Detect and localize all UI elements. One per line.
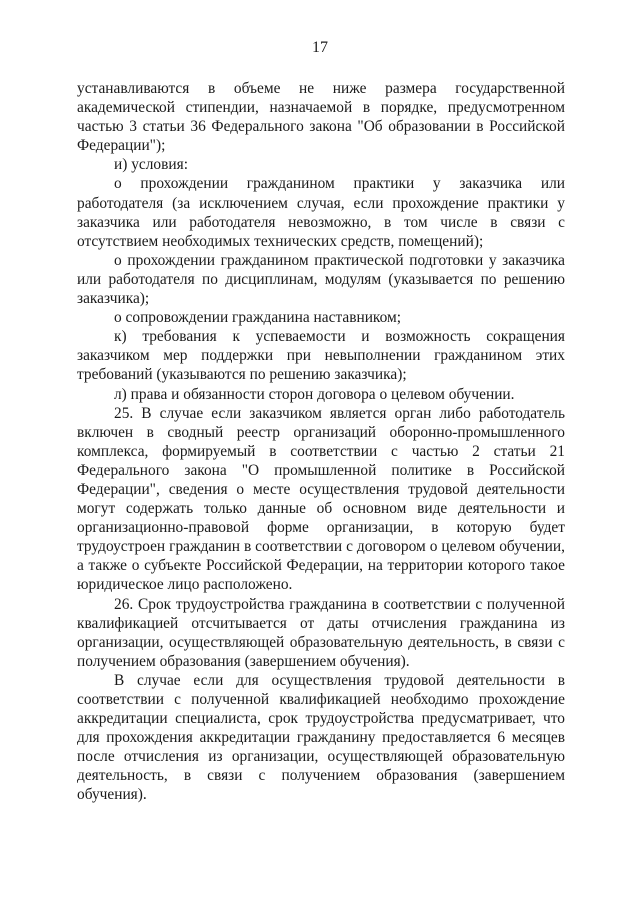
paragraph-25: 25. В случае если заказчиком является орган либо работодатель включен в сводный реестр организаций оборонно-промышленного комплекса, формируемый в соответствии с частью 2 статьи 21 Федерального закона "О промышленной политике в Российской Федерации", сведения о месте осуществления трудовой деятельности могут содержать только данные об основном виде деятельности и организационно-правовой форме организации, в которую будет трудоустроен гражданин в соответствии с договором о целевом обучении, а также о субъекте Российской Федерации, на территории которого такое юридическое лицо расположено. bbox=[77, 404, 565, 594]
paragraph-item-l: л) права и обязанности сторон договора о целевом обучении. bbox=[114, 385, 515, 403]
paragraph-item-i: и) условия: bbox=[114, 156, 188, 174]
document-body bbox=[77, 79, 565, 805]
paragraph-practical-training: о прохождении гражданином практической подготовки у заказчика или работодателя по дисциплинам, модулям (указывается по решению заказчика); bbox=[77, 251, 565, 308]
paragraph-accreditation: В случае если для осуществления трудовой деятельности в соответствии с полученной квалификацией необходимо прохождение аккредитации специалиста, срок трудоустройства предусматривает, что для прохождения аккредитации гражданину предоставляется 6 месяцев после отчисления из организации, осуществляющей образовательную деятельность, в связи с получением образования (завершением обучения). bbox=[77, 671, 565, 804]
paragraph-practice: о прохождении гражданином практики у заказчика или работодателя (за исключением случая, если прохождение практики у заказчика или работодателя невозможно, в том числе в связи с отсутствием необходимых технических средств, помещений); bbox=[77, 175, 565, 250]
paragraph-26: 26. Срок трудоустройства гражданина в соответствии с полученной квалификацией отсчитывается от даты отчисления гражданина из организации, осуществляющей образовательную деятельность, в связи с получением образования (завершением обучения). bbox=[77, 595, 565, 670]
paragraph-mentor: о сопровождении гражданина наставником; bbox=[114, 309, 402, 327]
paragraph-item-k: к) требования к успеваемости и возможность сокращения заказчиком мер поддержки при невыполнении гражданином этих требований (указываются по решению заказчика); bbox=[77, 328, 565, 384]
paragraph-continuation: устанавливаются в объеме не ниже размера государственной академической стипендии, назначаемой в порядке, предусмотренном частью 3 статьи 36 Федерального закона "Об образовании в Российской Федерации"); bbox=[77, 80, 565, 155]
page-number: 17 bbox=[312, 39, 328, 56]
